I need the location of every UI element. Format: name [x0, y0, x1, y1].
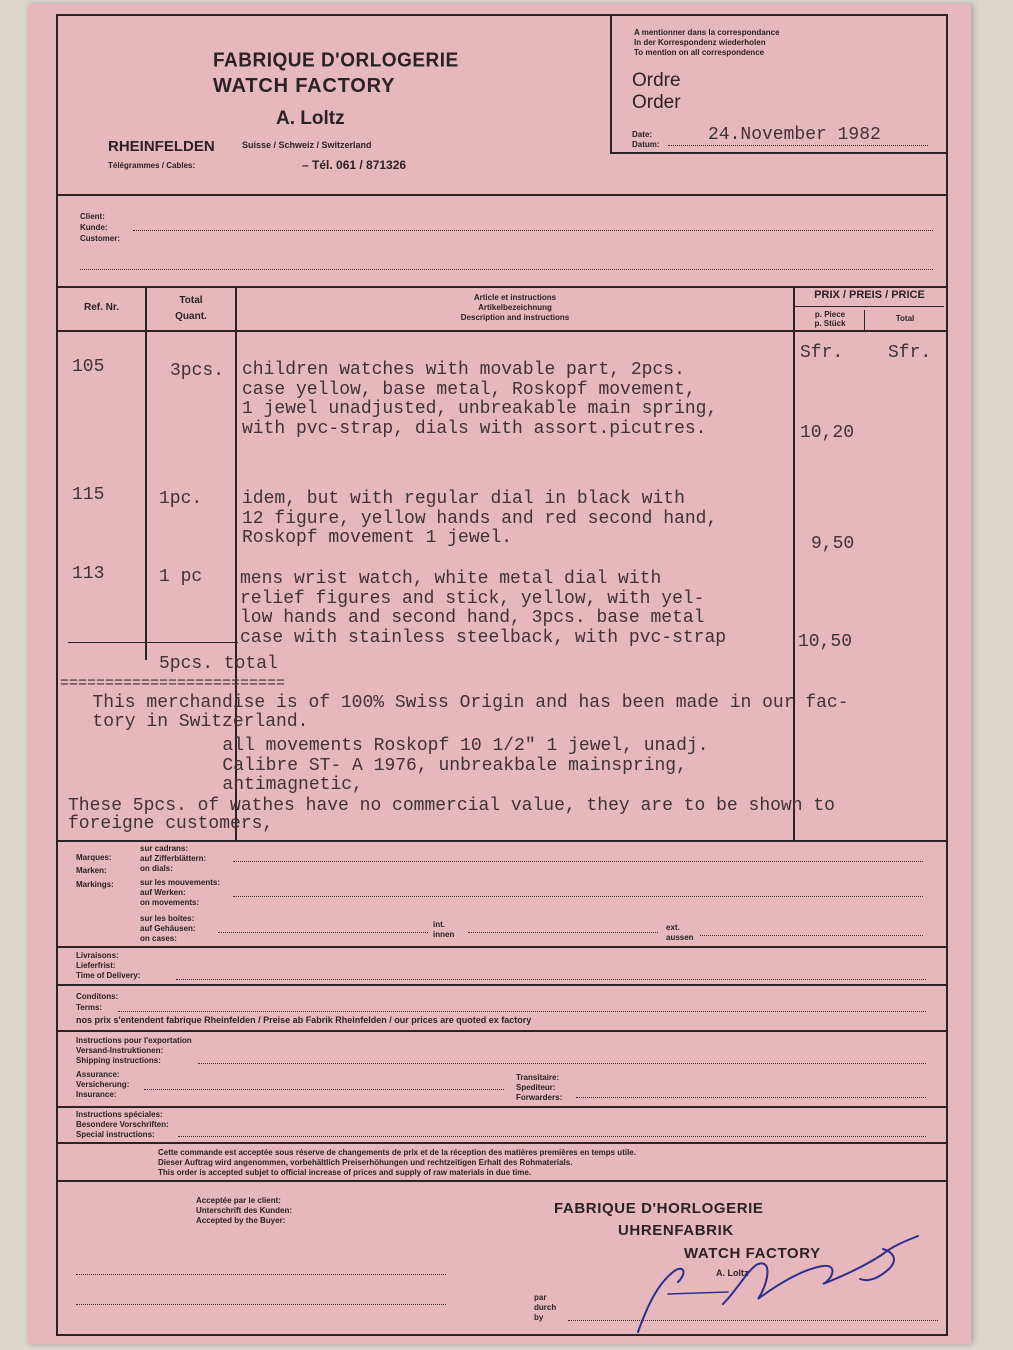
client-line-2 — [80, 269, 933, 270]
stamp-line-1: FABRIQUE D'HORLOGERIE — [554, 1200, 764, 1217]
row-3-qty: 1 pc — [159, 567, 203, 587]
order-label-fr: Ordre — [632, 70, 681, 91]
export-de: Versand-Instruktionen: — [76, 1046, 164, 1055]
cases-en: on cases: — [140, 934, 177, 943]
date-label-fr: Date: — [632, 130, 653, 139]
note-line-2: tory in Switzerland. — [60, 712, 309, 732]
dials-de: auf Zifferblättern: — [140, 854, 207, 863]
markings-label-fr: Marques: — [76, 853, 112, 862]
note-line-7: foreigne customers, — [68, 814, 274, 834]
note-line-6: These 5pcs. of wathes have no commercial value, they are to be shown to — [68, 796, 835, 816]
header-piece-1: p. Piece — [814, 310, 846, 319]
delivery-fr: Livraisons: — [76, 951, 119, 960]
buyer-signature-line-1 — [76, 1274, 446, 1275]
ext-label-1: ext. — [666, 923, 680, 932]
header-total-col: Total — [895, 314, 915, 323]
company-name-en: WATCH FACTORY — [213, 75, 396, 97]
row-1-price: 10,20 — [800, 423, 855, 443]
special-de: Besondere Vorschriften: — [76, 1120, 169, 1129]
order-label-en: Order — [632, 92, 681, 113]
header-article-2: Artikelbezeichnung — [478, 303, 552, 312]
row-1-qty: 3pcs. — [170, 361, 225, 381]
separator-line: ========================= — [60, 675, 286, 692]
conditions-fr: Conditons: — [76, 992, 119, 1001]
stamp-line-3: WATCH FACTORY — [684, 1245, 821, 1262]
export-fr: Instructions pour l'exportation — [76, 1036, 192, 1045]
per-fr: par — [534, 1293, 547, 1302]
special-fr: Instructions spéciales: — [76, 1110, 163, 1119]
note-line-1: This merchandise is of 100% Swiss Origin and has been made in our fac- — [60, 693, 849, 713]
delivery-en: Time of Delivery: — [76, 971, 141, 980]
forwarder-fr: Transitaire: — [516, 1073, 560, 1082]
company-name-fr: FABRIQUE D'ORLOGERIE — [213, 49, 459, 72]
dials-en: on dials: — [140, 864, 173, 873]
int-label-2: innen — [433, 930, 455, 939]
header-article-3: Description and instructions — [460, 313, 570, 322]
company-owner: A. Loltz — [276, 108, 345, 129]
signature-icon — [628, 1224, 928, 1334]
header-quant: Quant. — [175, 311, 207, 322]
order-date-value: 24.November 1982 — [708, 125, 881, 145]
forwarder-en: Forwarders: — [516, 1093, 563, 1102]
markings-label-en: Markings: — [76, 880, 114, 889]
delivery-de: Lieferfrist: — [76, 961, 116, 970]
order-form — [28, 4, 971, 1344]
insurance-en: Insurance: — [76, 1090, 117, 1099]
client-label-fr: Client: — [80, 212, 105, 221]
conditions-en: Terms: — [76, 1003, 103, 1012]
buyer-signature-line-2 — [76, 1304, 446, 1305]
row-1-ref: 105 — [72, 357, 105, 377]
header-article-1: Article et instructions — [473, 293, 557, 302]
conditions-text: nos prix s'entendent fabrique Rheinfelden / Preise ab Fabrik Rheinfelden / our prices are quoted ex factory — [76, 1015, 532, 1025]
note-line-4: Calibre ST- A 1976, unbreakbale mainspring, — [28, 756, 687, 776]
client-line-1 — [133, 230, 933, 231]
row-2-desc: idem, but with regular dial in black with 12 figure, yellow hands and red second hand, Roskopf movement 1 jewel. — [242, 489, 718, 548]
movements-de: auf Werken: — [140, 888, 186, 897]
insurance-fr: Assurance: — [76, 1070, 120, 1079]
ext-label-2: aussen — [666, 933, 694, 942]
forwarder-de: Spediteur: — [516, 1083, 556, 1092]
cases-de: auf Gehäusen: — [140, 924, 196, 933]
header-price: PRIX / PREIS / PRICE — [814, 289, 925, 301]
dials-fr: sur cadrans: — [140, 844, 189, 853]
company-tel: – Tél. 061 / 871326 — [302, 158, 407, 172]
row-3-ref: 113 — [72, 564, 105, 584]
accept-de: Unterschrift des Kunden: — [196, 1206, 293, 1215]
movements-en: on movements: — [140, 898, 200, 907]
mention-en: To mention on all correspondence — [634, 48, 765, 57]
insurance-de: Versicherung: — [76, 1080, 130, 1089]
row-3-price: 10,50 — [798, 632, 853, 652]
company-telegrams: Télégrammes / Cables: — [108, 161, 196, 170]
notice-fr: Cette commande est acceptée sous réserve de changements de prix et de la réception des matières premières en temps utile. — [158, 1148, 636, 1157]
export-en: Shipping instructions: — [76, 1056, 161, 1065]
mention-fr: A mentionner dans la correspondance — [634, 28, 780, 37]
client-label-de: Kunde: — [80, 223, 108, 232]
stamp-line-4: A. Loltz — [716, 1268, 749, 1278]
row-2-price: 9,50 — [811, 534, 855, 554]
mention-de: In der Korrespondenz wiederholen — [634, 38, 766, 47]
movements-fr: sur les mouvements: — [140, 878, 221, 887]
header-ref: Ref. Nr. — [83, 302, 119, 313]
row-2-ref: 115 — [72, 485, 105, 505]
row-3-desc: mens wrist watch, white metal dial with relief figures and stick, yellow, with yel- low hands and second hand, 3pcs. base metal case with stainless steelback, with pvc-strap — [240, 569, 727, 648]
note-line-5: antimagnetic, — [28, 775, 363, 795]
notice-de: Dieser Auftrag wird angenommen, vorbehältlich Preiserhöhungen und rechtzeitigen Erhalt des Rohmaterials. — [158, 1158, 573, 1167]
per-en: by — [534, 1313, 544, 1322]
note-line-3: all movements Roskopf 10 1/2" 1 jewel, unadj. — [28, 736, 709, 756]
row-2-qty: 1pc. — [159, 489, 203, 509]
accept-fr: Acceptée par le client: — [196, 1196, 281, 1205]
total-line: 5pcs. total — [159, 654, 278, 674]
markings-label-de: Marken: — [76, 866, 107, 875]
row-1-desc: children watches with movable part, 2pcs. case yellow, base metal, Roskopf movement, 1 jewel unadjusted, unbreakable main spring, with pvc-strap, dials with assort.picutres. — [242, 360, 718, 439]
per-de: durch — [534, 1303, 557, 1312]
header-total: Total — [179, 295, 203, 306]
currency-piece: Sfr. — [800, 343, 844, 363]
notice-en: This order is accepted subjet to official increase of prices and supply of raw materials in due time. — [158, 1168, 531, 1177]
cases-fr: sur les boites: — [140, 914, 195, 923]
currency-total: Sfr. — [888, 343, 932, 363]
client-label-en: Customer: — [80, 234, 121, 243]
stamp-line-2: UHRENFABRIK — [618, 1222, 734, 1239]
company-country: Suisse / Schweiz / Switzerland — [242, 140, 372, 150]
accept-en: Accepted by the Buyer: — [196, 1216, 286, 1225]
date-label-de: Datum: — [632, 140, 660, 149]
int-label-1: int. — [433, 920, 445, 929]
header-piece-2: p. Stück — [814, 319, 846, 328]
special-en: Special instructions: — [76, 1130, 155, 1139]
company-city: RHEINFELDEN — [108, 138, 215, 155]
